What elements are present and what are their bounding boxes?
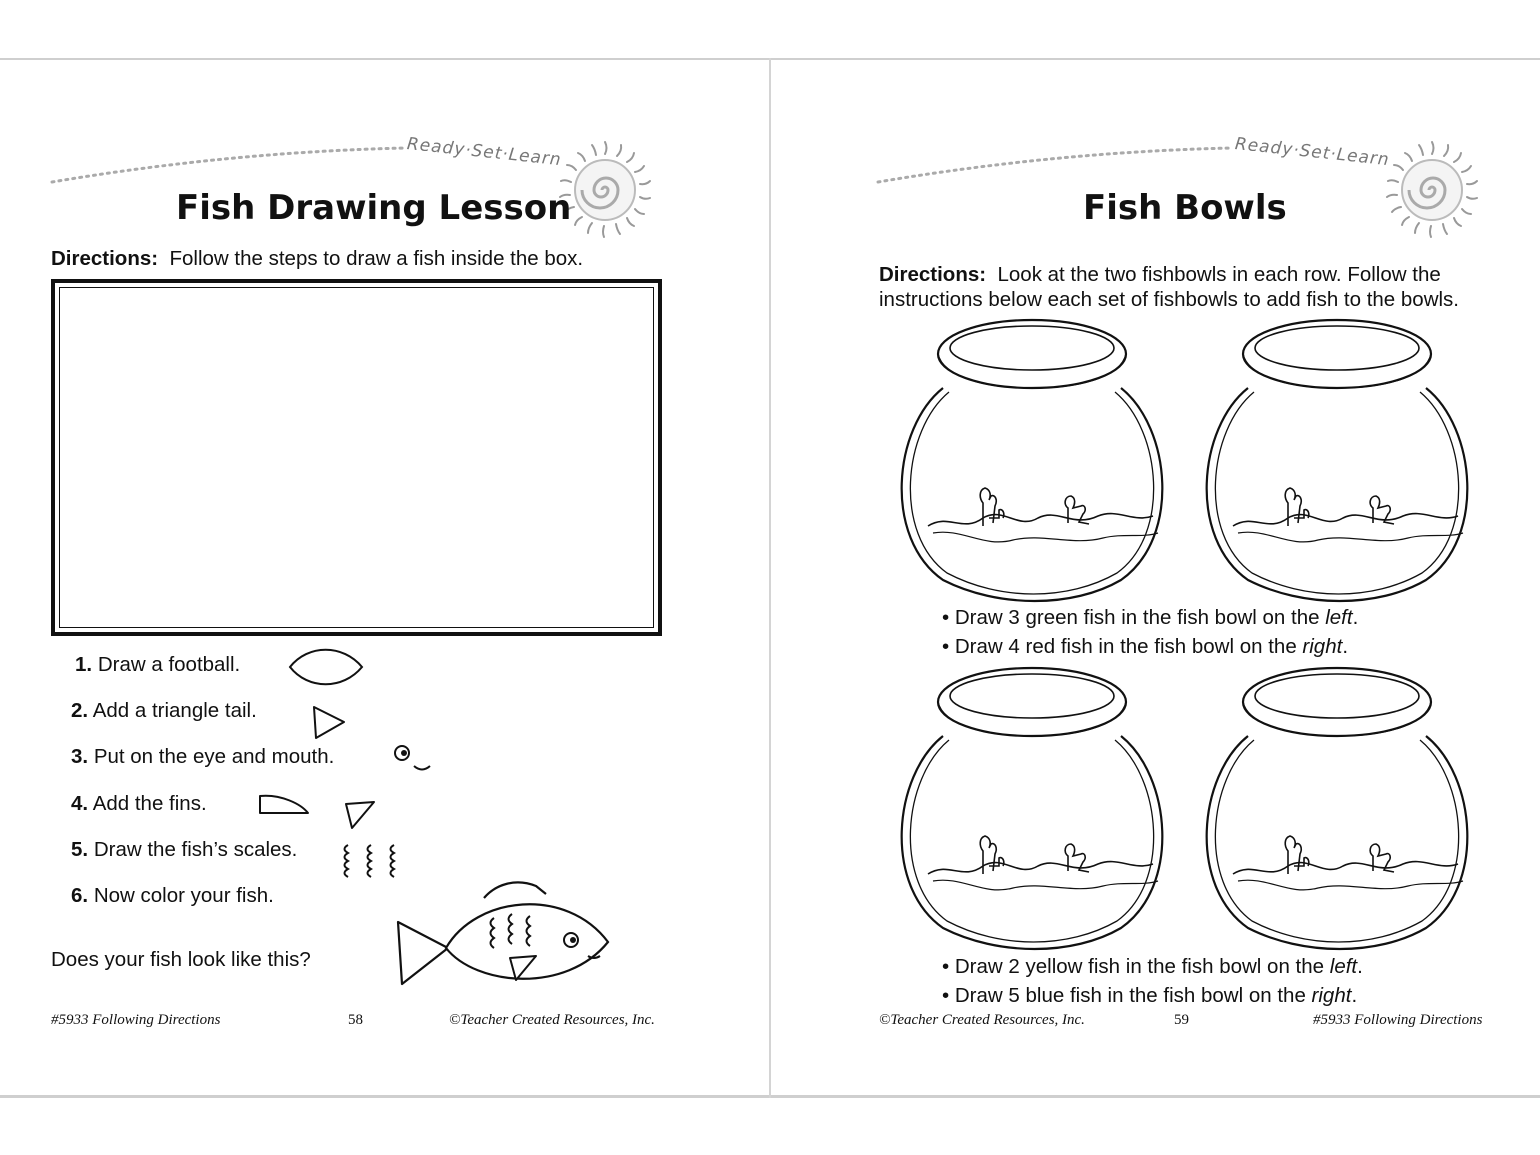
step-1: 1. Draw a football. — [75, 653, 241, 676]
step-3: 3. Put on the eye and mouth. — [71, 745, 335, 768]
step-4: 4. Add the fins. — [71, 792, 207, 815]
page-number: 59 — [1174, 1012, 1189, 1028]
footer-right: #5933 Following Directions — [1313, 1012, 1483, 1028]
fishbowl-icon[interactable] — [903, 318, 1163, 608]
fishbowl-icon[interactable] — [1208, 666, 1468, 956]
football-shape-icon — [288, 646, 364, 688]
brand-label: Ready·Set·Learn — [1233, 134, 1391, 171]
directions-label: Directions: — [51, 247, 159, 270]
directions-text-line1: Look at the two fishbowls in each row. Follow the — [997, 263, 1441, 286]
dotted-arc-right — [876, 142, 1236, 187]
page-title: Fish Drawing Lesson — [176, 188, 572, 228]
scales-icon — [338, 843, 404, 883]
step-6: 6. Now color your fish. — [71, 884, 274, 907]
page-number: 58 — [348, 1012, 363, 1028]
comparison-question: Does your fish look like this? — [51, 948, 311, 971]
fishbowl-icon[interactable] — [903, 666, 1163, 956]
footer-left: ©Teacher Created Resources, Inc. — [879, 1012, 1085, 1028]
directions-text-line2: instructions below each set of fishbowls to add fish to the bowls. — [879, 288, 1460, 311]
drawing-box[interactable] — [51, 279, 662, 636]
eye-mouth-icon — [392, 742, 434, 774]
instruction-bullet: • Draw 4 red fish in the fish bowl on the right. — [942, 635, 1349, 658]
triangle-tail-icon — [310, 705, 350, 741]
example-fish-icon — [396, 876, 612, 992]
directions — [51, 246, 583, 271]
sun-swirl-icon — [1382, 140, 1482, 240]
directions — [879, 262, 1459, 312]
directions-text: Follow the steps to draw a fish inside the box. — [169, 247, 584, 270]
fishbowl-icon[interactable] — [1208, 318, 1468, 608]
fins-icon — [256, 792, 380, 832]
instruction-bullet: • Draw 3 green fish in the fish bowl on the left. — [942, 606, 1359, 629]
footer-right: ©Teacher Created Resources, Inc. — [449, 1012, 655, 1028]
step-5: 5. Draw the fish’s scales. — [71, 838, 298, 861]
dotted-arc-left — [50, 142, 410, 187]
instruction-bullet: • Draw 5 blue fish in the fish bowl on the right. — [942, 984, 1358, 1007]
directions-label: Directions: — [879, 263, 987, 286]
page-title: Fish Bowls — [1083, 188, 1287, 228]
brand-label: Ready·Set·Learn — [405, 134, 563, 171]
page-gutter — [769, 58, 771, 1098]
footer-left: #5933 Following Directions — [51, 1012, 221, 1028]
step-2: 2. Add a triangle tail. — [71, 699, 257, 722]
instruction-bullet: • Draw 2 yellow fish in the fish bowl on the left. — [942, 955, 1363, 978]
